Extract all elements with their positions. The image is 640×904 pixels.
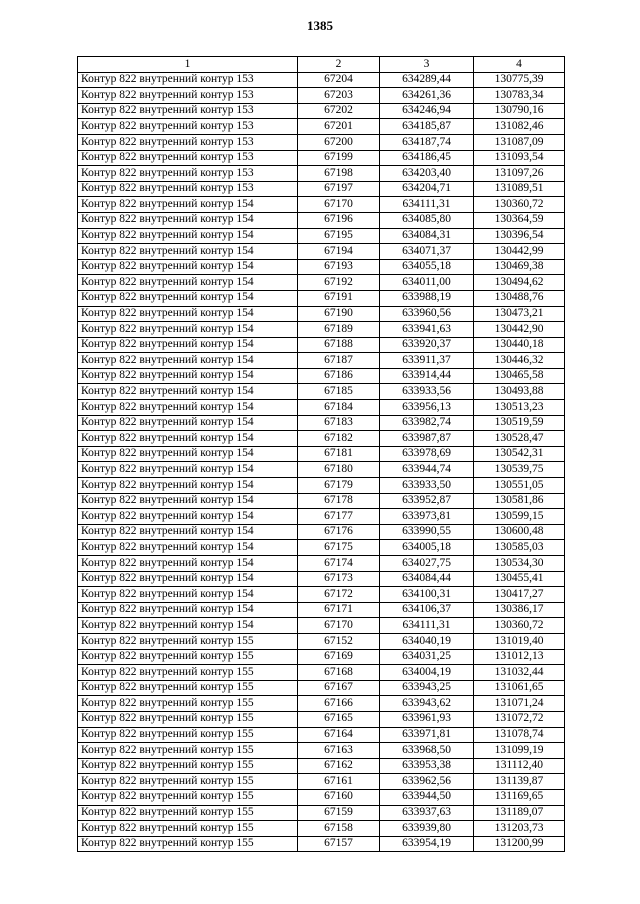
y-coordinate-cell: 130585,03 — [474, 540, 565, 556]
y-coordinate-cell: 130600,48 — [474, 524, 565, 540]
x-coordinate-cell: 633960,56 — [380, 306, 474, 322]
table-row — [78, 166, 565, 182]
point-number-cell: 67196 — [298, 212, 380, 228]
table-row — [78, 150, 565, 166]
y-coordinate-cell: 130440,18 — [474, 337, 565, 353]
x-coordinate-cell: 634289,44 — [380, 72, 474, 88]
x-coordinate-cell: 634106,37 — [380, 602, 474, 618]
table-header — [78, 57, 565, 73]
contour-name-cell: Контур 822 внутренний контур 154 — [78, 415, 298, 431]
point-number-cell: 67163 — [298, 743, 380, 759]
point-number-cell: 67195 — [298, 228, 380, 244]
x-coordinate-cell: 633943,25 — [380, 680, 474, 696]
header-cell-1: 1 — [78, 57, 298, 73]
table-row — [78, 711, 565, 727]
y-coordinate-cell: 130494,62 — [474, 275, 565, 291]
table-row — [78, 821, 565, 837]
table-row — [78, 368, 565, 384]
point-number-cell: 67159 — [298, 805, 380, 821]
contour-name-cell: Контур 822 внутренний контур 153 — [78, 119, 298, 135]
y-coordinate-cell: 130465,58 — [474, 368, 565, 384]
table-row — [78, 774, 565, 790]
point-number-cell: 67175 — [298, 540, 380, 556]
y-coordinate-cell: 131093,54 — [474, 150, 565, 166]
x-coordinate-cell: 634111,31 — [380, 197, 474, 213]
point-number-cell: 67170 — [298, 197, 380, 213]
point-number-cell: 67193 — [298, 259, 380, 275]
table-row — [78, 353, 565, 369]
x-coordinate-cell: 634111,31 — [380, 618, 474, 634]
y-coordinate-cell: 131189,07 — [474, 805, 565, 821]
point-number-cell: 67152 — [298, 633, 380, 649]
table-row — [78, 649, 565, 665]
table-row — [78, 322, 565, 338]
y-coordinate-cell: 130455,41 — [474, 571, 565, 587]
point-number-cell: 67203 — [298, 88, 380, 104]
table-row — [78, 337, 565, 353]
x-coordinate-cell: 634084,31 — [380, 228, 474, 244]
contour-name-cell: Контур 822 внутренний контур 155 — [78, 743, 298, 759]
contour-name-cell: Контур 822 внутренний контур 153 — [78, 150, 298, 166]
y-coordinate-cell: 130488,76 — [474, 290, 565, 306]
x-coordinate-cell: 633968,50 — [380, 743, 474, 759]
point-number-cell: 67160 — [298, 789, 380, 805]
contour-name-cell: Контур 822 внутренний контур 153 — [78, 103, 298, 119]
table-row — [78, 212, 565, 228]
table-row — [78, 602, 565, 618]
y-coordinate-cell: 130417,27 — [474, 587, 565, 603]
contour-name-cell: Контур 822 внутренний контур 154 — [78, 228, 298, 244]
table-row — [78, 556, 565, 572]
point-number-cell: 67171 — [298, 602, 380, 618]
x-coordinate-cell: 633954,19 — [380, 836, 474, 852]
contour-name-cell: Контур 822 внутренний контур 155 — [78, 680, 298, 696]
table-row — [78, 571, 565, 587]
point-number-cell: 67198 — [298, 166, 380, 182]
point-number-cell: 67202 — [298, 103, 380, 119]
point-number-cell: 67184 — [298, 400, 380, 416]
contour-name-cell: Контур 822 внутренний контур 155 — [78, 665, 298, 681]
header-cell-4: 4 — [474, 57, 565, 73]
table-row — [78, 789, 565, 805]
point-number-cell: 67164 — [298, 727, 380, 743]
table-row — [78, 618, 565, 634]
contour-name-cell: Контур 822 внутренний контур 154 — [78, 212, 298, 228]
point-number-cell: 67158 — [298, 821, 380, 837]
contour-name-cell: Контур 822 внутренний контур 154 — [78, 602, 298, 618]
table-row — [78, 306, 565, 322]
contour-name-cell: Контур 822 внутренний контур 154 — [78, 524, 298, 540]
point-number-cell: 67185 — [298, 384, 380, 400]
y-coordinate-cell: 131061,65 — [474, 680, 565, 696]
y-coordinate-cell: 130519,59 — [474, 415, 565, 431]
x-coordinate-cell: 634004,19 — [380, 665, 474, 681]
header-cell-2: 2 — [298, 57, 380, 73]
y-coordinate-cell: 130775,39 — [474, 72, 565, 88]
table-row — [78, 228, 565, 244]
point-number-cell: 67190 — [298, 306, 380, 322]
header-row — [78, 57, 565, 73]
contour-name-cell: Контур 822 внутренний контур 154 — [78, 618, 298, 634]
y-coordinate-cell: 130551,05 — [474, 478, 565, 494]
point-number-cell: 67170 — [298, 618, 380, 634]
contour-name-cell: Контур 822 внутренний контур 154 — [78, 556, 298, 572]
x-coordinate-cell: 634186,45 — [380, 150, 474, 166]
x-coordinate-cell: 633933,56 — [380, 384, 474, 400]
x-coordinate-cell: 633920,37 — [380, 337, 474, 353]
contour-name-cell: Контур 822 внутренний контур 154 — [78, 493, 298, 509]
table-row — [78, 743, 565, 759]
y-coordinate-cell: 130469,38 — [474, 259, 565, 275]
x-coordinate-cell: 633914,44 — [380, 368, 474, 384]
table-row — [78, 72, 565, 88]
y-coordinate-cell: 131200,99 — [474, 836, 565, 852]
x-coordinate-cell: 633990,55 — [380, 524, 474, 540]
y-coordinate-cell: 130528,47 — [474, 431, 565, 447]
y-coordinate-cell: 130396,54 — [474, 228, 565, 244]
point-number-cell: 67182 — [298, 431, 380, 447]
contour-name-cell: Контур 822 внутренний контур 154 — [78, 306, 298, 322]
x-coordinate-cell: 633987,87 — [380, 431, 474, 447]
contour-name-cell: Контур 822 внутренний контур 155 — [78, 633, 298, 649]
contour-name-cell: Контур 822 внутренний контур 155 — [78, 789, 298, 805]
coordinates-table — [77, 56, 565, 852]
table-row — [78, 88, 565, 104]
contour-name-cell: Контур 822 внутренний контур 154 — [78, 353, 298, 369]
table-row — [78, 493, 565, 509]
y-coordinate-cell: 130542,31 — [474, 446, 565, 462]
contour-name-cell: Контур 822 внутренний контур 154 — [78, 571, 298, 587]
point-number-cell: 67187 — [298, 353, 380, 369]
point-number-cell: 67168 — [298, 665, 380, 681]
point-number-cell: 67194 — [298, 244, 380, 260]
x-coordinate-cell: 633982,74 — [380, 415, 474, 431]
y-coordinate-cell: 130360,72 — [474, 618, 565, 634]
point-number-cell: 67186 — [298, 368, 380, 384]
x-coordinate-cell: 633988,19 — [380, 290, 474, 306]
point-number-cell: 67169 — [298, 649, 380, 665]
x-coordinate-cell: 633939,80 — [380, 821, 474, 837]
x-coordinate-cell: 633973,81 — [380, 509, 474, 525]
contour-name-cell: Контур 822 внутренний контур 153 — [78, 134, 298, 150]
point-number-cell: 67200 — [298, 134, 380, 150]
table-row — [78, 509, 565, 525]
point-number-cell: 67165 — [298, 711, 380, 727]
table-row — [78, 103, 565, 119]
table-row — [78, 758, 565, 774]
table-row — [78, 478, 565, 494]
y-coordinate-cell: 131087,09 — [474, 134, 565, 150]
contour-name-cell: Контур 822 внутренний контур 154 — [78, 540, 298, 556]
table-row — [78, 540, 565, 556]
point-number-cell: 67188 — [298, 337, 380, 353]
contour-name-cell: Контур 822 внутренний контур 154 — [78, 244, 298, 260]
x-coordinate-cell: 634203,40 — [380, 166, 474, 182]
point-number-cell: 67173 — [298, 571, 380, 587]
y-coordinate-cell: 130364,59 — [474, 212, 565, 228]
x-coordinate-cell: 633943,62 — [380, 696, 474, 712]
y-coordinate-cell: 130790,16 — [474, 103, 565, 119]
table-row — [78, 119, 565, 135]
x-coordinate-cell: 634085,80 — [380, 212, 474, 228]
x-coordinate-cell: 633956,13 — [380, 400, 474, 416]
x-coordinate-cell: 633941,63 — [380, 322, 474, 338]
x-coordinate-cell: 633911,37 — [380, 353, 474, 369]
x-coordinate-cell: 633944,50 — [380, 789, 474, 805]
x-coordinate-cell: 633961,93 — [380, 711, 474, 727]
point-number-cell: 67183 — [298, 415, 380, 431]
x-coordinate-cell: 634011,00 — [380, 275, 474, 291]
table-row — [78, 727, 565, 743]
point-number-cell: 67191 — [298, 290, 380, 306]
x-coordinate-cell: 633978,69 — [380, 446, 474, 462]
table-row — [78, 384, 565, 400]
table-row — [78, 415, 565, 431]
y-coordinate-cell: 131097,26 — [474, 166, 565, 182]
point-number-cell: 67174 — [298, 556, 380, 572]
point-number-cell: 67179 — [298, 478, 380, 494]
y-coordinate-cell: 130513,23 — [474, 400, 565, 416]
x-coordinate-cell: 633933,50 — [380, 478, 474, 494]
table-row — [78, 524, 565, 540]
point-number-cell: 67199 — [298, 150, 380, 166]
y-coordinate-cell: 131089,51 — [474, 181, 565, 197]
table-body — [78, 72, 565, 852]
contour-name-cell: Контур 822 внутренний контур 153 — [78, 88, 298, 104]
x-coordinate-cell: 634071,37 — [380, 244, 474, 260]
contour-name-cell: Контур 822 внутренний контур 154 — [78, 587, 298, 603]
y-coordinate-cell: 130442,90 — [474, 322, 565, 338]
table-row — [78, 587, 565, 603]
x-coordinate-cell: 633937,63 — [380, 805, 474, 821]
point-number-cell: 67162 — [298, 758, 380, 774]
y-coordinate-cell: 130493,88 — [474, 384, 565, 400]
x-coordinate-cell: 634185,87 — [380, 119, 474, 135]
y-coordinate-cell: 131082,46 — [474, 119, 565, 135]
point-number-cell: 67177 — [298, 509, 380, 525]
table-row — [78, 696, 565, 712]
x-coordinate-cell: 633944,74 — [380, 462, 474, 478]
table-row — [78, 462, 565, 478]
contour-name-cell: Контур 822 внутренний контур 155 — [78, 774, 298, 790]
table-row — [78, 244, 565, 260]
y-coordinate-cell: 131078,74 — [474, 727, 565, 743]
contour-name-cell: Контур 822 внутренний контур 155 — [78, 711, 298, 727]
contour-name-cell: Контур 822 внутренний контур 154 — [78, 400, 298, 416]
point-number-cell: 67197 — [298, 181, 380, 197]
table-row — [78, 633, 565, 649]
table-row — [78, 134, 565, 150]
y-coordinate-cell: 130442,99 — [474, 244, 565, 260]
x-coordinate-cell: 634204,71 — [380, 181, 474, 197]
point-number-cell: 67178 — [298, 493, 380, 509]
y-coordinate-cell: 130534,30 — [474, 556, 565, 572]
point-number-cell: 67161 — [298, 774, 380, 790]
point-number-cell: 67166 — [298, 696, 380, 712]
contour-name-cell: Контур 822 внутренний контур 154 — [78, 337, 298, 353]
contour-name-cell: Контур 822 внутренний контур 153 — [78, 72, 298, 88]
y-coordinate-cell: 131072,72 — [474, 711, 565, 727]
y-coordinate-cell: 130360,72 — [474, 197, 565, 213]
table-row — [78, 275, 565, 291]
y-coordinate-cell: 130599,15 — [474, 509, 565, 525]
y-coordinate-cell: 130581,86 — [474, 493, 565, 509]
header-cell-3: 3 — [380, 57, 474, 73]
table-row — [78, 665, 565, 681]
y-coordinate-cell: 131032,44 — [474, 665, 565, 681]
x-coordinate-cell: 634187,74 — [380, 134, 474, 150]
contour-name-cell: Контур 822 внутренний контур 155 — [78, 836, 298, 852]
contour-name-cell: Контур 822 внутренний контур 153 — [78, 181, 298, 197]
y-coordinate-cell: 131203,73 — [474, 821, 565, 837]
x-coordinate-cell: 634031,25 — [380, 649, 474, 665]
table-row — [78, 181, 565, 197]
point-number-cell: 67167 — [298, 680, 380, 696]
y-coordinate-cell: 130783,34 — [474, 88, 565, 104]
x-coordinate-cell: 634027,75 — [380, 556, 474, 572]
table-row — [78, 290, 565, 306]
contour-name-cell: Контур 822 внутренний контур 154 — [78, 478, 298, 494]
contour-name-cell: Контур 822 внутренний контур 155 — [78, 696, 298, 712]
y-coordinate-cell: 130539,75 — [474, 462, 565, 478]
point-number-cell: 67176 — [298, 524, 380, 540]
contour-name-cell: Контур 822 внутренний контур 154 — [78, 197, 298, 213]
contour-name-cell: Контур 822 внутренний контур 155 — [78, 805, 298, 821]
contour-name-cell: Контур 822 внутренний контур 154 — [78, 446, 298, 462]
contour-name-cell: Контур 822 внутренний контур 155 — [78, 649, 298, 665]
point-number-cell: 67204 — [298, 72, 380, 88]
contour-name-cell: Контур 822 внутренний контур 154 — [78, 368, 298, 384]
table-row — [78, 259, 565, 275]
y-coordinate-cell: 130446,32 — [474, 353, 565, 369]
x-coordinate-cell: 634055,18 — [380, 259, 474, 275]
point-number-cell: 67157 — [298, 836, 380, 852]
x-coordinate-cell: 634261,36 — [380, 88, 474, 104]
contour-name-cell: Контур 822 внутренний контур 155 — [78, 821, 298, 837]
y-coordinate-cell: 131019,40 — [474, 633, 565, 649]
point-number-cell: 67172 — [298, 587, 380, 603]
contour-name-cell: Контур 822 внутренний контур 154 — [78, 509, 298, 525]
point-number-cell: 67189 — [298, 322, 380, 338]
table-row — [78, 680, 565, 696]
x-coordinate-cell: 634084,44 — [380, 571, 474, 587]
contour-name-cell: Контур 822 внутренний контур 154 — [78, 290, 298, 306]
point-number-cell: 67180 — [298, 462, 380, 478]
table-row — [78, 400, 565, 416]
x-coordinate-cell: 633971,81 — [380, 727, 474, 743]
x-coordinate-cell: 633952,87 — [380, 493, 474, 509]
table-row — [78, 836, 565, 852]
y-coordinate-cell: 131169,65 — [474, 789, 565, 805]
x-coordinate-cell: 634005,18 — [380, 540, 474, 556]
contour-name-cell: Контур 822 внутренний контур 155 — [78, 727, 298, 743]
table-row — [78, 446, 565, 462]
contour-name-cell: Контур 822 внутренний контур 155 — [78, 758, 298, 774]
y-coordinate-cell: 131112,40 — [474, 758, 565, 774]
contour-name-cell: Контур 822 внутренний контур 154 — [78, 275, 298, 291]
y-coordinate-cell: 131099,19 — [474, 743, 565, 759]
point-number-cell: 67201 — [298, 119, 380, 135]
x-coordinate-cell: 634040,19 — [380, 633, 474, 649]
table-row — [78, 805, 565, 821]
contour-name-cell: Контур 822 внутренний контур 154 — [78, 431, 298, 447]
y-coordinate-cell: 130473,21 — [474, 306, 565, 322]
point-number-cell: 67192 — [298, 275, 380, 291]
x-coordinate-cell: 633962,56 — [380, 774, 474, 790]
table-row — [78, 431, 565, 447]
contour-name-cell: Контур 822 внутренний контур 153 — [78, 166, 298, 182]
page-number: 1385 — [307, 18, 333, 33]
y-coordinate-cell: 131012,13 — [474, 649, 565, 665]
x-coordinate-cell: 633953,38 — [380, 758, 474, 774]
y-coordinate-cell: 131071,24 — [474, 696, 565, 712]
x-coordinate-cell: 634246,94 — [380, 103, 474, 119]
x-coordinate-cell: 634100,31 — [380, 587, 474, 603]
contour-name-cell: Контур 822 внутренний контур 154 — [78, 322, 298, 338]
y-coordinate-cell: 130386,17 — [474, 602, 565, 618]
point-number-cell: 67181 — [298, 446, 380, 462]
contour-name-cell: Контур 822 внутренний контур 154 — [78, 259, 298, 275]
y-coordinate-cell: 131139,87 — [474, 774, 565, 790]
contour-name-cell: Контур 822 внутренний контур 154 — [78, 384, 298, 400]
contour-name-cell: Контур 822 внутренний контур 154 — [78, 462, 298, 478]
table-row — [78, 197, 565, 213]
